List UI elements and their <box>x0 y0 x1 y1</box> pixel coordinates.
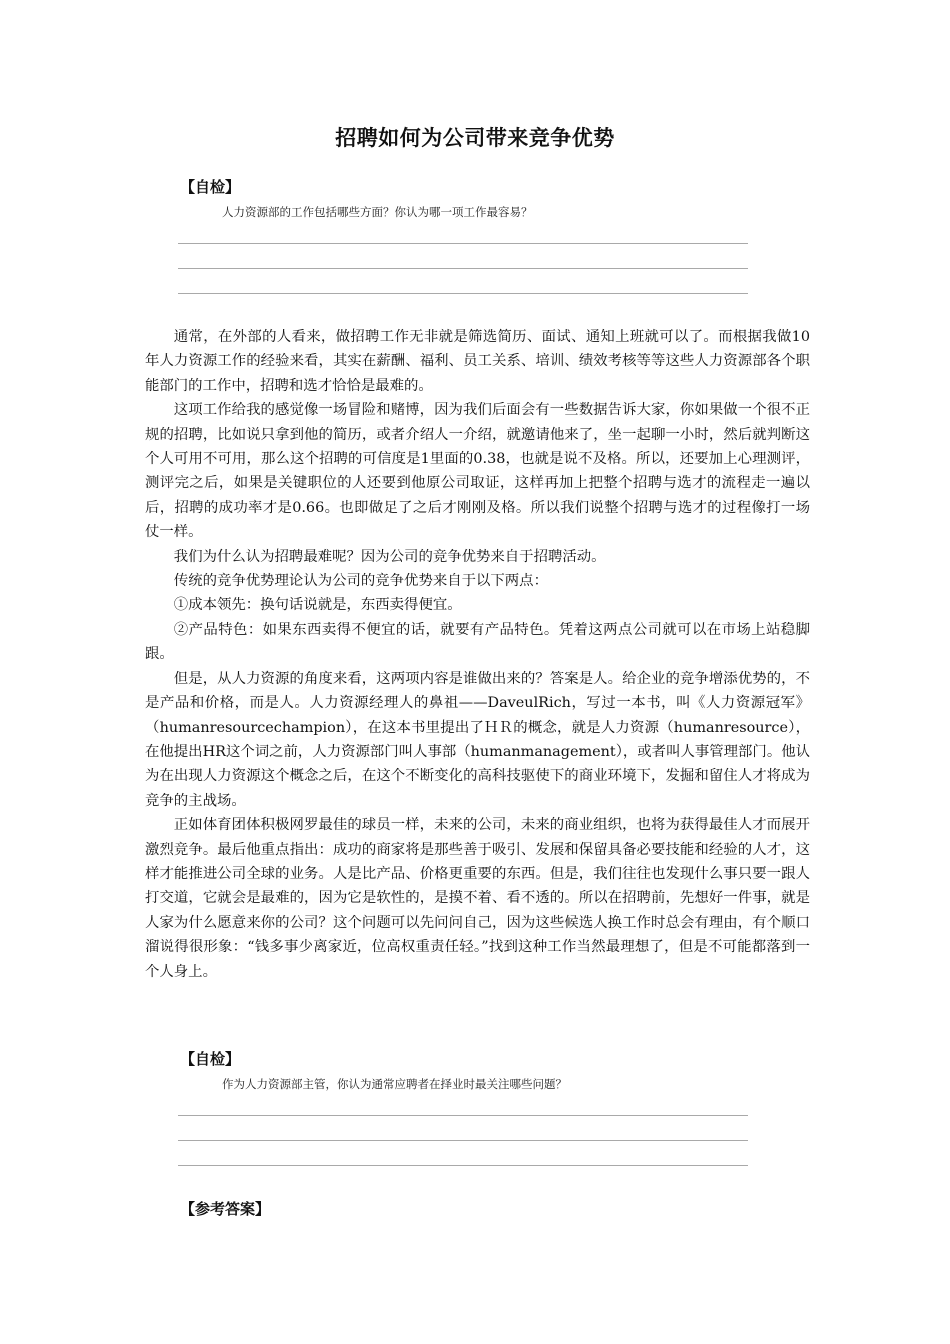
self-check-heading: 【自检】 <box>180 178 241 196</box>
self-check-question: 作为人力资源部主管，你认为通常应聘者在择业时最关注哪些问题？ <box>222 1077 567 1091</box>
answer-line <box>178 1165 748 1166</box>
self-check-question: 人力资源部的工作包括哪些方面？你认为哪一项工作最容易？ <box>222 205 533 219</box>
paragraph: 我们为什么认为招聘最难呢？因为公司的竞争优势来自于招聘活动。 <box>173 548 606 565</box>
answer-line <box>178 1140 748 1141</box>
self-check-heading: 【自检】 <box>180 1050 241 1068</box>
paragraph: 正如体育团体积极网罗最佳的球员一样，未来的公司，未来的商业组织，也将为获得最佳人才而展开激烈竞争。最后他重点指出：成功的商家将是那些善于吸引、发展和保留具备必要技能和经验的人才，这样才能推进公司全球的业务。人是比产品、价格更重要的东西。但是，我们往往也发现什么事只要一跟人打交道，它就会是最难的，因为它是软性的，是摸不着、看不透的。所以在招聘前，先想好一件事，就是人家为什么愿意来你的公司？这个问题可以先问问自己，因为这些候选人换工作时总会有理由，有个顺口溜说得很形象：“钱多事少离家近，位高权重责任轻。”找到这种工作当然最理想了，但是不可能都落到一个人身上。 <box>145 817 810 980</box>
answer-line <box>178 293 748 294</box>
paragraph: ①成本领先：换句话说就是，东西卖得便宜。 <box>173 597 462 614</box>
answer-line <box>178 243 748 244</box>
paragraph: 通常，在外部的人看来，做招聘工作无非就是筛选简历、面试、通知上班就可以了。而根据我做10年人力资源工作的经验来看，其实在薪酬、福利、员工关系、培训、绩效考核等等这些人力资源部各个职能部门的工作中，招聘和选才恰恰是最难的。 <box>145 329 810 394</box>
answer-line <box>178 268 748 269</box>
body-text <box>145 325 810 984</box>
paragraph: ②产品特色：如果东西卖得不便宜的话，就要有产品特色。凭着这两点公司就可以在市场上站稳脚跟。 <box>145 621 810 663</box>
answer-line <box>178 1115 748 1116</box>
reference-answer-heading: 【参考答案】 <box>180 1200 271 1218</box>
paragraph: 但是，从人力资源的角度来看，这两项内容是谁做出来的？答案是人。给企业的竞争增添优势的，不是产品和价格，而是人。人力资源经理人的鼻祖——DaveulRich，写过一本书，叫《人力资源冠军》（humanresourcechampion），在这本书里提出了ＨＲ的概念，就是人力资源（humanresource），在他提出HR这个词之前，人力资源部门叫人事部（humanmanagement），或者叫人事管理部门。他认为在出现人力资源这个概念之后，在这个不断变化的高科技驱使下的商业环境下，发掘和留住人才将成为竞争的主战场。 <box>145 670 810 809</box>
page-title: 招聘如何为公司带来竞争优势 <box>335 126 615 150</box>
paragraph: 传统的竞争优势理论认为公司的竞争优势来自于以下两点： <box>173 573 548 590</box>
paragraph: 这项工作给我的感觉像一场冒险和赌博，因为我们后面会有一些数据告诉大家，你如果做一个很不正规的招聘，比如说只拿到他的简历，或者介绍人一介绍，就邀请他来了，坐一起聊一小时，然后就判断这个人可用不可用，那么这个招聘的可信度是1里面的0.38，也就是说不及格。所以，还要加上心理测评，测评完之后，如果是关键职位的人还要到他原公司取证，这样再加上把整个招聘与选才的流程走一遍以后，招聘的成功率才是0.66。也即做足了之后才刚刚及格。所以我们说整个招聘与选才的过程像打一场仗一样。 <box>145 402 810 541</box>
